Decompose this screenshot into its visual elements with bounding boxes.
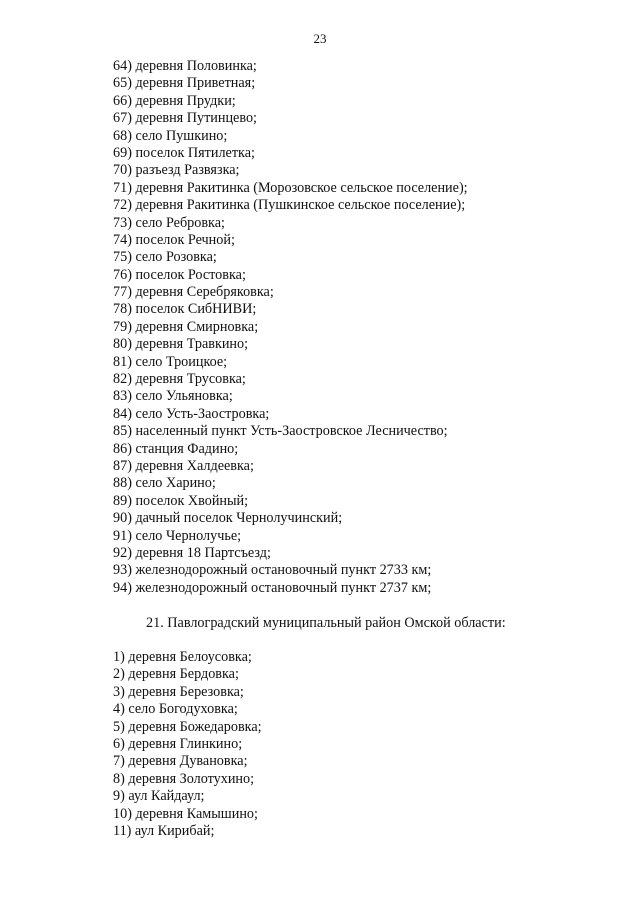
list-item: 65) деревня Приветная; <box>113 75 256 92</box>
list-item: 2) деревня Бердовка; <box>113 666 239 683</box>
list-item: 68) село Пушкино; <box>113 127 228 144</box>
list-item: 85) населенный пункт Усть-Заостровское Лесничество; <box>113 423 448 440</box>
list-item: 3) деревня Березовка; <box>113 683 244 700</box>
list-item: 87) деревня Халдеевка; <box>113 457 254 474</box>
list-item: 78) поселок СибНИВИ; <box>113 301 257 318</box>
list-item: 67) деревня Путинцево; <box>113 110 257 127</box>
list-item: 74) поселок Речной; <box>113 231 235 248</box>
list-item: 73) село Ребровка; <box>113 214 225 231</box>
list-item: 11) аул Кирибай; <box>113 822 215 839</box>
list-item: 92) деревня 18 Партсъезд; <box>113 544 271 561</box>
list-item: 84) село Усть-Заостровка; <box>113 405 270 422</box>
list-item: 77) деревня Серебряковка; <box>113 284 274 301</box>
list-item: 70) разъезд Развязка; <box>113 162 240 179</box>
list-item: 7) деревня Дувановка; <box>113 753 248 770</box>
list-item: 64) деревня Половинка; <box>113 58 257 74</box>
list-item: 75) село Розовка; <box>113 249 217 266</box>
list-item: 76) поселок Ростовка; <box>113 266 246 283</box>
list-item: 94) железнодорожный остановочный пункт 2737 км; <box>113 579 432 596</box>
list-item: 1) деревня Белоусовка; <box>113 649 252 665</box>
page-number: 23 <box>313 31 327 46</box>
section-heading: 21. Павлоградский муниципальный район Омской области: <box>146 615 506 631</box>
list-item: 89) поселок Хвойный; <box>113 492 249 509</box>
list-item: 71) деревня Ракитинка (Морозовское сельское поселение); <box>113 179 468 196</box>
list-item: 90) дачный поселок Чернолучинский; <box>113 510 343 527</box>
settlement-list-continued <box>113 58 468 597</box>
list-item: 83) село Ульяновка; <box>113 388 233 405</box>
list-item: 91) село Чернолучье; <box>113 527 242 544</box>
list-item: 82) деревня Трусовка; <box>113 371 246 388</box>
list-item: 81) село Троицкое; <box>113 353 228 370</box>
list-item: 8) деревня Золотухино; <box>113 770 255 787</box>
list-item: 4) село Богодуховка; <box>113 701 238 718</box>
list-item: 93) железнодорожный остановочный пункт 2733 км; <box>113 562 432 579</box>
list-item: 9) аул Кайдаул; <box>113 788 205 805</box>
list-item: 88) село Харино; <box>113 475 216 492</box>
list-item: 80) деревня Травкино; <box>113 336 249 353</box>
list-item: 79) деревня Смирновка; <box>113 318 259 335</box>
list-item: 86) станция Фадино; <box>113 440 239 457</box>
list-item: 66) деревня Прудки; <box>113 92 236 109</box>
list-item: 10) деревня Камышино; <box>113 805 258 822</box>
list-item: 69) поселок Пятилетка; <box>113 144 255 161</box>
settlement-list-pavlogradsky <box>113 649 262 840</box>
list-item: 5) деревня Божедаровка; <box>113 718 262 735</box>
list-item: 72) деревня Ракитинка (Пушкинское сельское поселение); <box>113 197 466 214</box>
list-item: 6) деревня Глинкино; <box>113 735 243 752</box>
